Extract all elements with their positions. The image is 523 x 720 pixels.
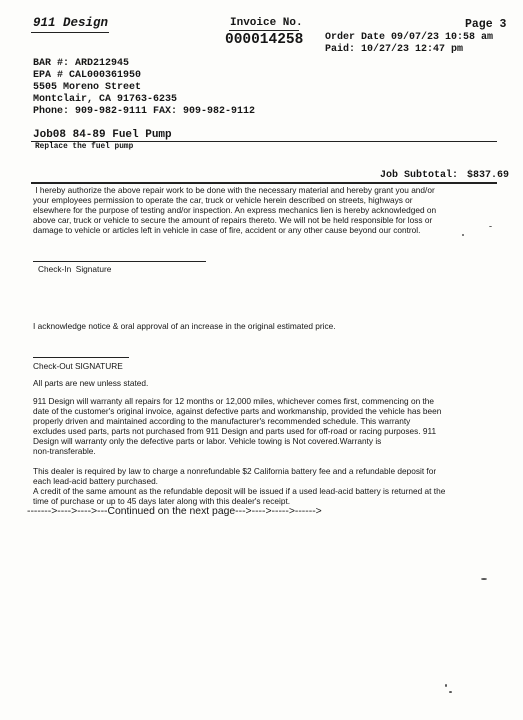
warranty-line: date of the customer's original invoice, against defective parts and workmanship, provided the vehicle has been xyxy=(33,406,442,416)
checkout-signature-line xyxy=(33,357,129,358)
authorization-line: damage to vehicle or articles left in vehicle in case of fire, accident or any other cause beyond our control. xyxy=(33,225,421,235)
checkout-signature-label: Check-Out SIGNATURE xyxy=(33,361,123,371)
invoice-number: 000014258 xyxy=(225,32,304,48)
authorization-line: I hereby authorize the above repair work to be done with the necessary material and hereby grant you and/or xyxy=(33,185,435,195)
warranty-line: excludes used parts, parts not purchased from 911 Design and parts used for off-road or racing purposes. 911 xyxy=(33,426,437,436)
shop-phone-fax: Phone: 909-982-9111 FAX: 909-982-9112 xyxy=(33,106,256,117)
job-description: Replace the fuel pump xyxy=(35,143,134,151)
scan-speck xyxy=(445,684,447,687)
epa-number: EPA # CAL000361950 xyxy=(33,70,142,81)
scan-speck xyxy=(481,578,487,580)
warranty-line: Design will warranty only the defective parts or labor. Vehicle towing is Not covered.Warranty is xyxy=(33,436,382,446)
invoice-label: Invoice No. xyxy=(230,17,303,29)
company-name-underline xyxy=(31,32,109,33)
scan-speck xyxy=(449,691,452,693)
job-title: Job08 84-89 Fuel Pump xyxy=(33,129,172,141)
company-name: 911 Design xyxy=(33,16,109,30)
continued-notice: ------->---->---->---Continued on the next page--->---->----->------> xyxy=(27,506,322,517)
scan-speck xyxy=(489,226,492,227)
invoice-label-underline xyxy=(229,30,299,31)
increase-notice: I acknowledge notice & oral approval of an increase in the original estimated price. xyxy=(33,321,336,331)
battery-line: each lead-acid battery purchased. xyxy=(33,476,158,486)
subtotal-rule xyxy=(31,182,497,184)
shop-city: Montclair, CA 91763-6235 xyxy=(33,94,178,105)
checkin-signature-label: Check-In Signature xyxy=(38,264,112,274)
battery-line: This dealer is required by law to charge a nonrefundable $2 California battery fee and a refundable deposit for xyxy=(33,466,437,476)
job-title-rule xyxy=(31,141,497,142)
battery-line: A credit of the same amount as the refundable deposit will be issued if a used lead-acid battery is returned at the xyxy=(33,486,446,496)
authorization-line: your employees permission to operate the car, truck or vehicle herein described on streets, highways or xyxy=(33,195,413,205)
battery-line: time of purchase or up to 45 days later along with this dealer's receipt. xyxy=(33,496,291,506)
order-date: Order Date 09/07/23 10:58 am xyxy=(325,32,494,43)
warranty-line: non-transferable. xyxy=(33,446,96,456)
warranty-line: properly driven and maintained according to the manufacturer's recommended schedule. This warranty xyxy=(33,416,411,426)
bar-number: BAR #: ARD212945 xyxy=(33,58,130,69)
paid-date: Paid: 10/27/23 12:47 pm xyxy=(325,44,464,55)
scan-speck xyxy=(462,234,464,236)
checkin-signature-line xyxy=(33,261,206,262)
shop-street: 5505 Moreno Street xyxy=(33,82,142,93)
job-subtotal-label: Job Subtotal: xyxy=(380,170,459,181)
authorization-line: elsewhere for the purpose of testing and/or inspection. An express mechanics lien is hereby acknowledged on xyxy=(33,205,437,215)
parts-new-statement: All parts are new unless stated. xyxy=(33,378,149,388)
warranty-line: 911 Design will warranty all repairs for 12 months or 12,000 miles, whichever comes first, commencing on the xyxy=(33,396,435,406)
authorization-line: above car, truck or vehicle to secure the amount of repairs thereto. We will not be held responsible for loss or xyxy=(33,215,433,225)
job-subtotal-value: $837.69 xyxy=(467,170,510,181)
page-number: Page 3 xyxy=(465,18,507,31)
